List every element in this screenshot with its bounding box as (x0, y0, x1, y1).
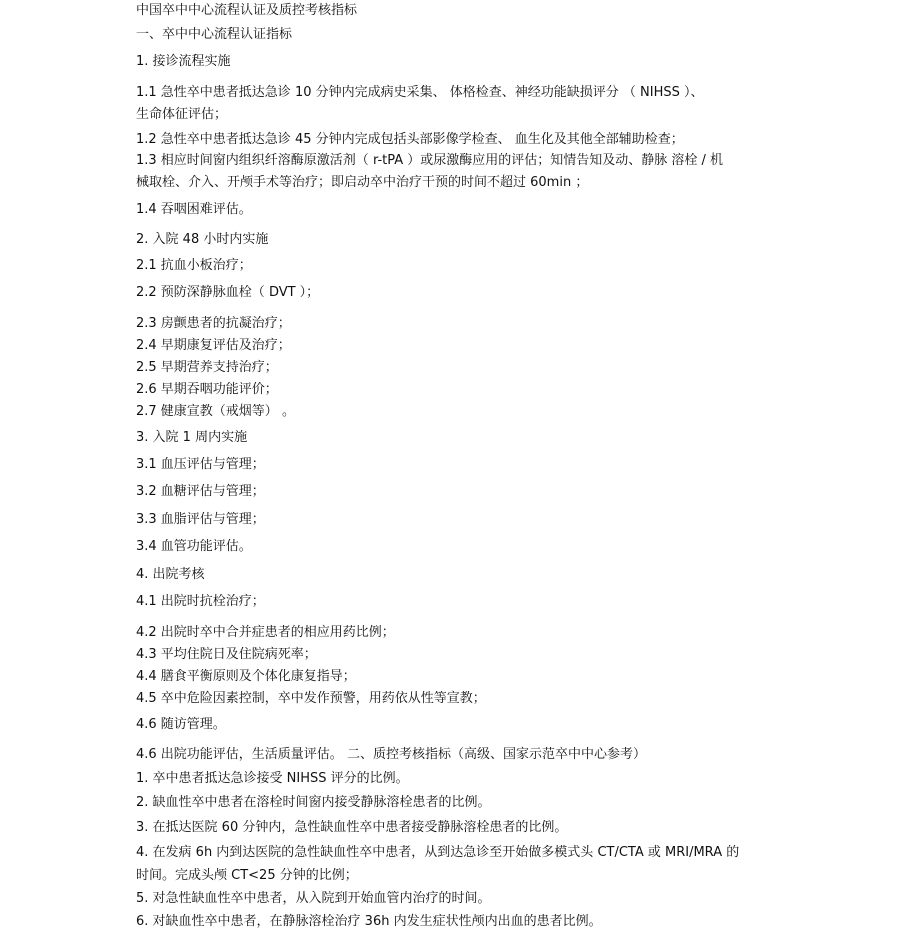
item-2-6: 2.6 早期吞咽功能评价； (136, 382, 278, 397)
item-4-3: 4.3 平均住院日及住院病死率； (136, 647, 317, 662)
item-4-6b-and-part2-heading: 4.6 出院功能评估，生活质量评估。 二、质控考核指标（高级、国家示范卒中中心参考） (136, 747, 646, 762)
item-4-6: 4.6 随访管理。 (136, 717, 226, 732)
item-3-1: 3.1 血压评估与管理； (136, 457, 265, 472)
item-4-2: 4.2 出院时卒中合并症患者的相应用药比例； (136, 625, 395, 640)
item-2-1: 2.1 抗血小板治疗； (136, 258, 252, 273)
item-3-4: 3.4 血管功能评估。 (136, 539, 252, 554)
section-3-heading: 3. 入院 1 周内实施 (136, 430, 248, 445)
section-4-heading: 4. 出院考核 (136, 567, 205, 582)
section-1-heading: 1. 接诊流程实施 (136, 54, 231, 69)
document-title: 中国卒中中心流程认证及质控考核指标 (136, 3, 358, 18)
qc-item-3: 3. 在抵达医院 60 分钟内，急性缺血性卒中患者接受静脉溶栓患者的比例。 (136, 820, 568, 835)
qc-item-5: 5. 对急性缺血性卒中患者，从入院到开始血管内治疗的时间。 (136, 891, 491, 906)
item-2-5: 2.5 早期营养支持治疗； (136, 360, 278, 375)
item-2-3: 2.3 房颤患者的抗凝治疗； (136, 316, 291, 331)
qc-item-1: 1. 卒中患者抵达急诊接受 NIHSS 评分的比例。 (136, 771, 409, 786)
item-3-3: 3.3 血脂评估与管理； (136, 512, 265, 527)
item-1-4: 1.4 吞咽困难评估。 (136, 202, 252, 217)
qc-item-6: 6. 对缺血性卒中患者，在静脉溶栓治疗 36h 内发生症状性颅内出血的患者比例。 (136, 914, 602, 929)
item-4-1: 4.1 出院时抗栓治疗； (136, 594, 265, 609)
item-1-2: 1.2 急性卒中患者抵达急诊 45 分钟内完成包括头部影像学检查、 血生化及其他全部辅助检查； (136, 132, 684, 147)
item-1-1-cont: 生命体征评估； (136, 107, 228, 122)
item-4-4: 4.4 膳食平衡原则及个体化康复指导； (136, 669, 356, 684)
qc-item-4: 4. 在发病 6h 内到达医院的急性缺血性卒中患者，从到达急诊至开始做多模式头 CT/CTA 或 MRI/MRA 的 (136, 845, 740, 860)
item-1-1: 1.1 急性卒中患者抵达急诊 10 分钟内完成病史采集、 体格检查、神经功能缺损评分 （ NIHSS ）、 (136, 85, 704, 100)
item-3-2: 3.2 血糖评估与管理； (136, 484, 265, 499)
item-1-3: 1.3 相应时间窗内组织纤溶酶原激活剂（ r-tPA ）或尿激酶应用的评估；知情告知及动、静脉 溶栓 / 机 (136, 153, 724, 168)
part1-heading: 一、卒中中心流程认证指标 (136, 27, 293, 42)
item-4-5: 4.5 卒中危险因素控制，卒中发作预警，用药依从性等宣教； (136, 691, 486, 706)
qc-item-2: 2. 缺血性卒中患者在溶栓时间窗内接受静脉溶栓患者的比例。 (136, 795, 491, 810)
qc-item-4-cont: 时间。完成头颅 CT<25 分钟的比例； (136, 868, 358, 883)
item-2-4: 2.4 早期康复评估及治疗； (136, 338, 291, 353)
item-2-2: 2.2 预防深静脉血栓（ DVT ）； (136, 285, 320, 300)
section-2-heading: 2. 入院 48 小时内实施 (136, 232, 269, 247)
item-1-3-cont: 械取栓、介入、开颅手术等治疗；即启动卒中治疗干预的时间不超过 60min ； (136, 175, 589, 190)
item-2-7: 2.7 健康宣教（戒烟等） 。 (136, 404, 295, 419)
